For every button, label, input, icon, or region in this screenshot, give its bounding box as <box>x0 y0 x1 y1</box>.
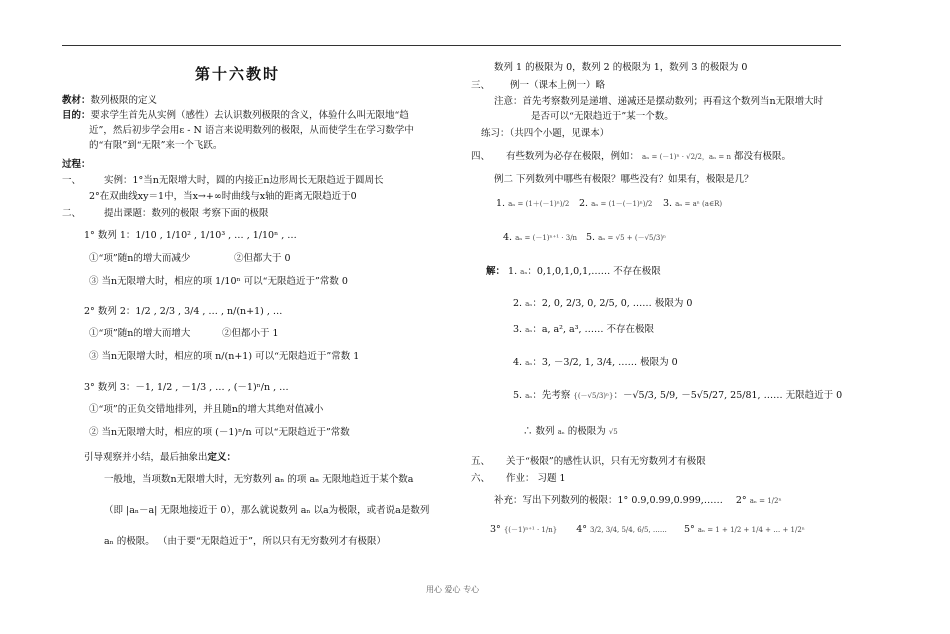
solution-3-seq: aₙ <box>525 326 533 334</box>
example-2-item-1-number: 1. <box>496 198 506 209</box>
sequence-2-note-1b: ②但都小于 1 <box>222 328 279 339</box>
section-4-text: 有些数列为必存在极限，例如： <box>506 151 640 162</box>
supplement-item-5-formula: aₙ = 1 + 1/2 + 1/4 + … + 1/2ⁿ <box>697 526 805 534</box>
example-2-item-3-formula: aₙ = aⁿ (a∈R) <box>675 200 723 208</box>
supplement-line-1 <box>494 495 782 507</box>
solution-5-conclusion-middle: 的极限为 <box>567 426 606 437</box>
section-1-number: 一、 <box>62 175 82 186</box>
definition-line-1: 一般地，当项数n无限增大时，无穷数列 aₙ 的项 aₙ 无限地趋近于某个数a <box>104 474 414 485</box>
solution-4 <box>513 357 678 369</box>
sequence-3-note-2-tail: 可以“无限趋近于”常数 <box>254 427 350 438</box>
solution-2-seq: aₙ <box>525 300 533 308</box>
example-2-item-5-number: 5. <box>586 232 596 243</box>
example-2-item-5 <box>586 232 666 244</box>
sequence-3-note-2 <box>89 427 350 439</box>
example-2-item-1-formula: aₙ = (1＋(－1)ⁿ)/2 <box>508 200 570 208</box>
solution-4-text: ：3, －3/2, 1, 3/4, …… 极限为 0 <box>532 357 678 368</box>
supplement-item-4-number: 4° <box>576 524 588 535</box>
practice-line: 练习：（共四个小题，见课本） <box>481 128 610 139</box>
solution-5-number: 5. <box>513 390 523 401</box>
example-2-item-2 <box>579 198 652 210</box>
section-6-text: 作业： 习题 1 <box>506 473 566 484</box>
guide-text: 引导观察并小结，最后抽象出 <box>84 452 208 463</box>
sequence-3-note-1: ①“项”的正负交错地排列，并且随n的增大其绝对值减小 <box>89 404 324 415</box>
solution-2-number: 2. <box>513 298 523 309</box>
supplement-item-3-formula: {(－1)ⁿ⁺¹ · 1/n} <box>503 526 558 534</box>
sequence-3-term-fraction: (－1)ⁿ/n <box>215 427 252 438</box>
sequence-2-note-1: ①“项”随n的增大而增大 <box>89 328 191 339</box>
solution-1-number: 1. <box>508 266 518 277</box>
example-2-item-1 <box>496 198 569 210</box>
sequence-2-terms: 1/2 , 2/3 , 3/4 , … , n/(n+1) , … <box>135 306 283 317</box>
goal-label: 目的： <box>62 110 91 121</box>
sequence-1-terms: 1/10 , 1/10² , 1/10³ , … , 1/10ⁿ , … <box>135 230 297 241</box>
example-2-item-4-number: 4. <box>503 232 513 243</box>
sequence-1-label: 1° 数列 1： <box>84 230 136 241</box>
definition-label: 定义： <box>207 452 237 463</box>
section-3-text: 例一（课本上例一）略 <box>510 80 606 91</box>
limits-summary: 数列 1 的极限为 0，数列 2 的极限为 1，数列 3 的极限为 0 <box>494 62 748 73</box>
solution-2 <box>513 298 692 310</box>
solution-5-limit: √5 <box>608 428 618 436</box>
sequence-2-label: 2° 数列 2： <box>84 306 136 317</box>
top-rule <box>62 45 841 46</box>
supplement-item-2-formula: aₙ = 1/2ⁿ <box>749 497 782 505</box>
solution-3 <box>513 324 654 336</box>
sequence-3-terms: －1, 1/2 , －1/3 , … , (－1)ⁿ/n , … <box>135 382 289 393</box>
section-4-line <box>506 151 791 163</box>
solution-5-subsequence: {(－√5/3)ⁿ} <box>573 392 614 400</box>
guide-line <box>84 452 236 464</box>
supplement-item-2-number: 2° <box>735 495 747 506</box>
supplement-item-1: 补充：写出下列数列的极限：1° 0.9,0.99,0.999,…… <box>494 495 723 506</box>
goal-text-1: 要求学生首先从实例（感性）去认识数列极限的含义，体验什么叫无限地“趋 <box>90 110 409 121</box>
example-2-item-3-number: 3. <box>663 198 673 209</box>
supplement-item-4-formula: 3/2, 3/4, 5/4, 6/5, …… <box>590 526 667 534</box>
example-2-item-2-number: 2. <box>579 198 589 209</box>
section-4-formula-2: ，aₙ = n <box>701 153 731 161</box>
solution-2-text: ：2, 0, 2/3, 0, 2/5, 0, …… 极限为 0 <box>532 298 693 309</box>
section-5-number: 五、 <box>471 456 491 467</box>
section-3-number: 三、 <box>471 80 491 91</box>
section-2-text: 提出课题：数列的极限 考察下面的极限 <box>104 208 269 219</box>
section-1-line-1: 实例：1°当n无限增大时，圆的内接正n边形周长无限趋近于圆周长 <box>104 175 384 186</box>
section-6-number: 六、 <box>471 473 491 484</box>
example-2-item-4-formula: aₙ = (－1)ⁿ⁺¹ · 3/n <box>515 234 578 242</box>
sequence-3-line <box>84 382 289 394</box>
example-2-item-4 <box>503 232 577 244</box>
sequence-2-note-2 <box>89 351 359 363</box>
sequence-2-term-fraction: n/(n+1) <box>215 351 253 362</box>
textbook-value: 数列极限的定义 <box>90 95 158 106</box>
section-4-number: 四、 <box>471 151 491 162</box>
solution-3-text: ：a, a², a³, …… 不存在极限 <box>532 324 655 335</box>
example-2-item-5-formula: aₙ = √5 + (－√5/3)ⁿ <box>598 234 667 242</box>
note-line-2: 是否可以“无限趋近于”某一个数。 <box>531 111 674 122</box>
solution-3-number: 3. <box>513 324 523 335</box>
sequence-2-note-2-tail: 可以“无限趋近于”常数 1 <box>255 351 360 362</box>
sequence-3-note-2-text: ② 当n无限增大时，相应的项 <box>89 427 213 438</box>
section-2-number: 二、 <box>62 208 82 219</box>
section-4-tail: 都没有极限。 <box>733 151 791 162</box>
section-5-text: 关于“极限”的感性认识，只有无穷数列才有极限 <box>506 456 706 467</box>
section-1-line-2: 2°在双曲线xy＝1中，当x→+∞时曲线与x轴的距离无限趋近于0 <box>89 191 357 202</box>
solution-5 <box>513 390 842 402</box>
goal-line-1 <box>62 110 409 122</box>
solution-1-seq: aₙ <box>520 268 528 276</box>
goal-text-2: 近”，然后初步学会用ε - N 语言来说明数列的极限，从而使学生在学习数学中 <box>89 125 414 136</box>
example-2-item-2-formula: aₙ = (1－(－1)ⁿ)/2 <box>591 200 653 208</box>
sequence-1-note-1: ①“项”随n的增大而减少 <box>89 253 191 264</box>
sequence-1-term-fraction: 1/10ⁿ <box>215 276 241 287</box>
sequence-1-line <box>84 230 297 242</box>
sequence-3-label: 3° 数列 3： <box>84 382 136 393</box>
solution-4-number: 4. <box>513 357 523 368</box>
section-4-formula-1: aₙ = (－1)ⁿ · √2/2 <box>642 153 702 161</box>
solution-5-terms: ：－√5/3, 5/9, －5√5/27, 25/81, …… 无限趋近于 0 <box>613 390 843 401</box>
textbook-label: 教材： <box>62 95 91 106</box>
example-2-item-3 <box>663 198 722 210</box>
solution-label: 解： <box>486 266 506 277</box>
definition-line-3: aₙ 的极限。 （由于要“无限趋近于”，所以只有无穷数列才有极限） <box>104 536 387 547</box>
solution-5-text: ：先考察 <box>532 390 571 401</box>
sequence-1-note-1b: ②但都大于 0 <box>234 253 291 264</box>
solution-5-conclusion-text: ∴ 数列 <box>523 426 555 437</box>
definition-line-2: （即 |aₙ－a| 无限地接近于 0），那么就说数列 aₙ 以a为极限，或者说a是数列 <box>104 505 430 516</box>
sequence-1-note-2-text: ③ 当n无限增大时，相应的项 <box>89 276 213 287</box>
goal-text-3: 的“有限”到“无限”来一个飞跃。 <box>89 140 223 151</box>
solution-1 <box>486 266 661 278</box>
supplement-line-2 <box>490 524 805 536</box>
page-title: 第十六教时 <box>195 65 281 83</box>
solution-5-seq: aₙ <box>525 392 533 400</box>
sequence-2-note-2-text: ③ 当n无限增大时，相应的项 <box>89 351 213 362</box>
solution-5-conclusion <box>523 426 618 438</box>
sequence-1-note-2 <box>89 276 348 288</box>
solution-1-text: ：0,1,0,1,0,1,…… 不存在极限 <box>527 266 661 277</box>
sequence-2-line <box>84 306 282 318</box>
supplement-item-5-number: 5° <box>683 524 695 535</box>
note-line-1: 注意：首先考察数列是递增、递减还是摆动数列；再看这个数列当n无限增大时 <box>494 96 824 107</box>
supplement-item-3-number: 3° <box>490 524 501 535</box>
solution-5-conclusion-seq: aₙ <box>557 428 565 436</box>
process-label: 过程： <box>62 159 91 170</box>
solution-4-seq: aₙ <box>525 359 533 367</box>
sequence-1-note-2-tail: 可以“无限趋近于”常数 0 <box>243 276 348 287</box>
example-2-question: 例二 下列数列中哪些有极限？哪些没有？如果有，极限是几？ <box>494 174 754 185</box>
textbook-line <box>62 95 157 107</box>
page-footer: 用心 爱心 专心 <box>426 585 480 594</box>
